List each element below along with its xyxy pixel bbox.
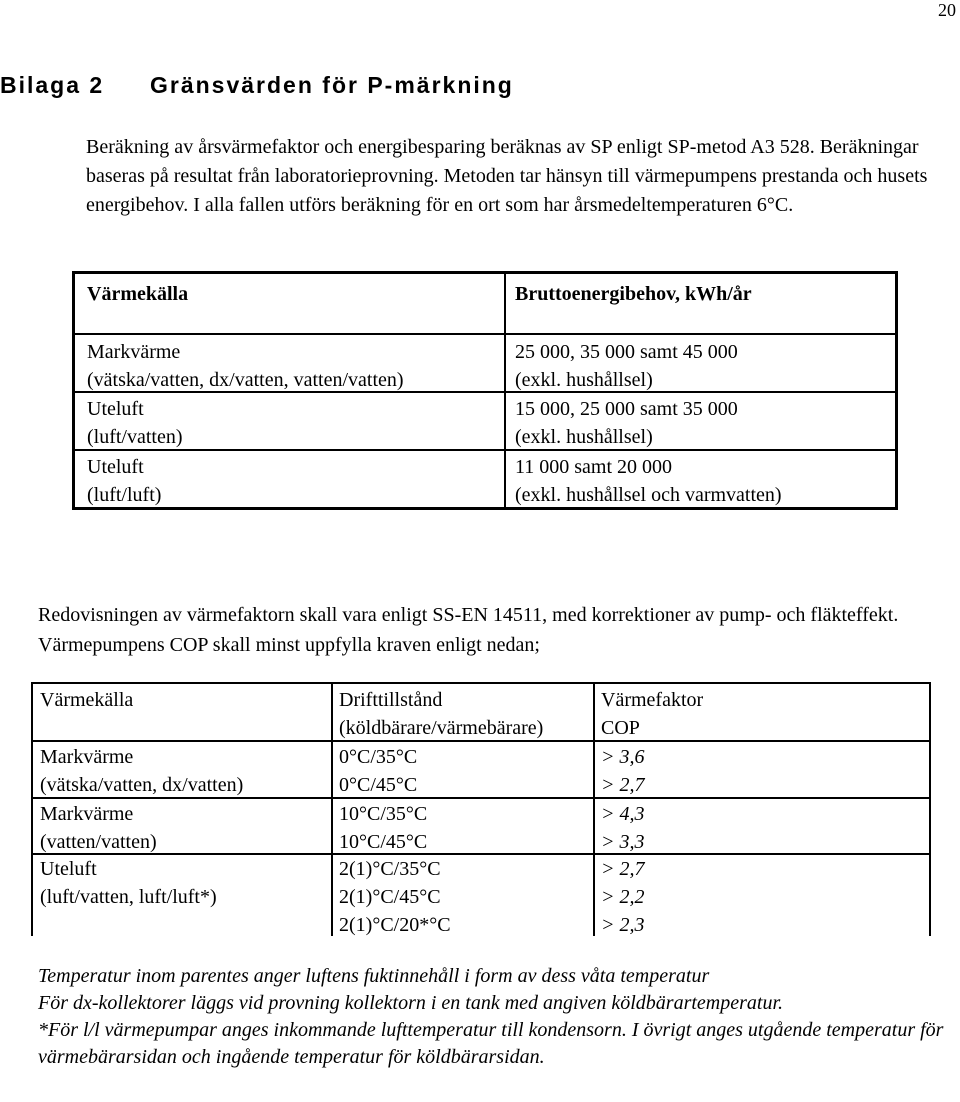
table-row-source: Uteluft (luft/vatten) (87, 398, 183, 448)
header-heat-source: Värmekälla (87, 283, 189, 305)
energy-demand-table (72, 271, 898, 510)
footnote: För dx-kollektorer läggs vid provning kollektorn i en tank med angiven köldbärartemperatur. (38, 992, 784, 1014)
table-row-demand: 15 000, 25 000 samt 35 000 (exkl. hushållsel) (515, 398, 738, 448)
table-row-cop: > 4,3 > 3,3 (601, 803, 645, 853)
header-operating-condition: Drifttillstånd (köldbärare/värmebärare) (339, 689, 544, 739)
table-row-demand: 25 000, 35 000 samt 45 000 (exkl. hushållsel) (515, 341, 738, 391)
table-divider (75, 333, 895, 335)
appendix-label: Bilaga 2 (0, 72, 105, 98)
table-row-cop: > 2,7 > 2,2 > 2,3 (601, 858, 645, 936)
cop-requirements-table (31, 682, 931, 936)
intro-paragraph: Beräkning av årsvärmefaktor och energibesparing beräknas av SP enligt SP-metod A3 528. Beräkningar baseras på resultat från laboratorieprovning. Metoden tar hänsyn till värmepumpens prestanda och husets energibehov. I alla fallen utförs beräkning för en ort som har årsmedeltemperaturen 6°C. (86, 136, 928, 216)
table-row-source: Markvärme (vätska/vatten, dx/vatten) (40, 746, 244, 796)
header-cop: Värmefaktor COP (601, 689, 704, 739)
table-row-demand: 11 000 samt 20 000 (exkl. hushållsel och varmvatten) (515, 456, 782, 506)
table-row-source: Markvärme (vätska/vatten, dx/vatten, vatten/vatten) (87, 341, 404, 391)
footnote: *För l/l värmepumpar anges inkommande lufttemperatur till kondensorn. I övrigt anges utgående temperatur för värmebärarsidan och ingående temperatur för köldbärarsidan. (38, 1019, 944, 1068)
table-divider (593, 684, 595, 936)
cop-requirements-paragraph: Redovisningen av värmefaktorn skall vara enligt SS-EN 14511, med korrektioner av pump- och fläkteffekt. Värmepumpens COP skall minst uppfylla kraven enligt nedan; (38, 604, 899, 656)
footnotes (38, 963, 948, 1071)
table-row-conditions: 2(1)°C/35°C 2(1)°C/45°C 2(1)°C/20*°C (339, 858, 451, 936)
appendix-heading (0, 72, 514, 99)
page-number: 20 (938, 0, 956, 20)
table-row-source: Uteluft (luft/vatten, luft/luft*) (40, 858, 217, 908)
header-heat-source: Värmekälla (40, 689, 134, 711)
table-row-conditions: 10°C/35°C 10°C/45°C (339, 803, 428, 853)
table-divider (75, 449, 895, 451)
footnote: Temperatur inom parentes anger luftens fuktinnehåll i form av dess våta temperatur (38, 965, 710, 987)
header-energy-demand: Bruttoenergibehov, kWh/år (515, 283, 752, 305)
table-row-cop: > 3,6 > 2,7 (601, 746, 645, 796)
appendix-title: Gränsvärden för P-märkning (150, 72, 514, 98)
table-row-source: Uteluft (luft/luft) (87, 456, 162, 506)
table-row-source: Markvärme (vatten/vatten) (40, 803, 157, 853)
table-divider (331, 684, 333, 936)
table-row-conditions: 0°C/35°C 0°C/45°C (339, 746, 418, 796)
